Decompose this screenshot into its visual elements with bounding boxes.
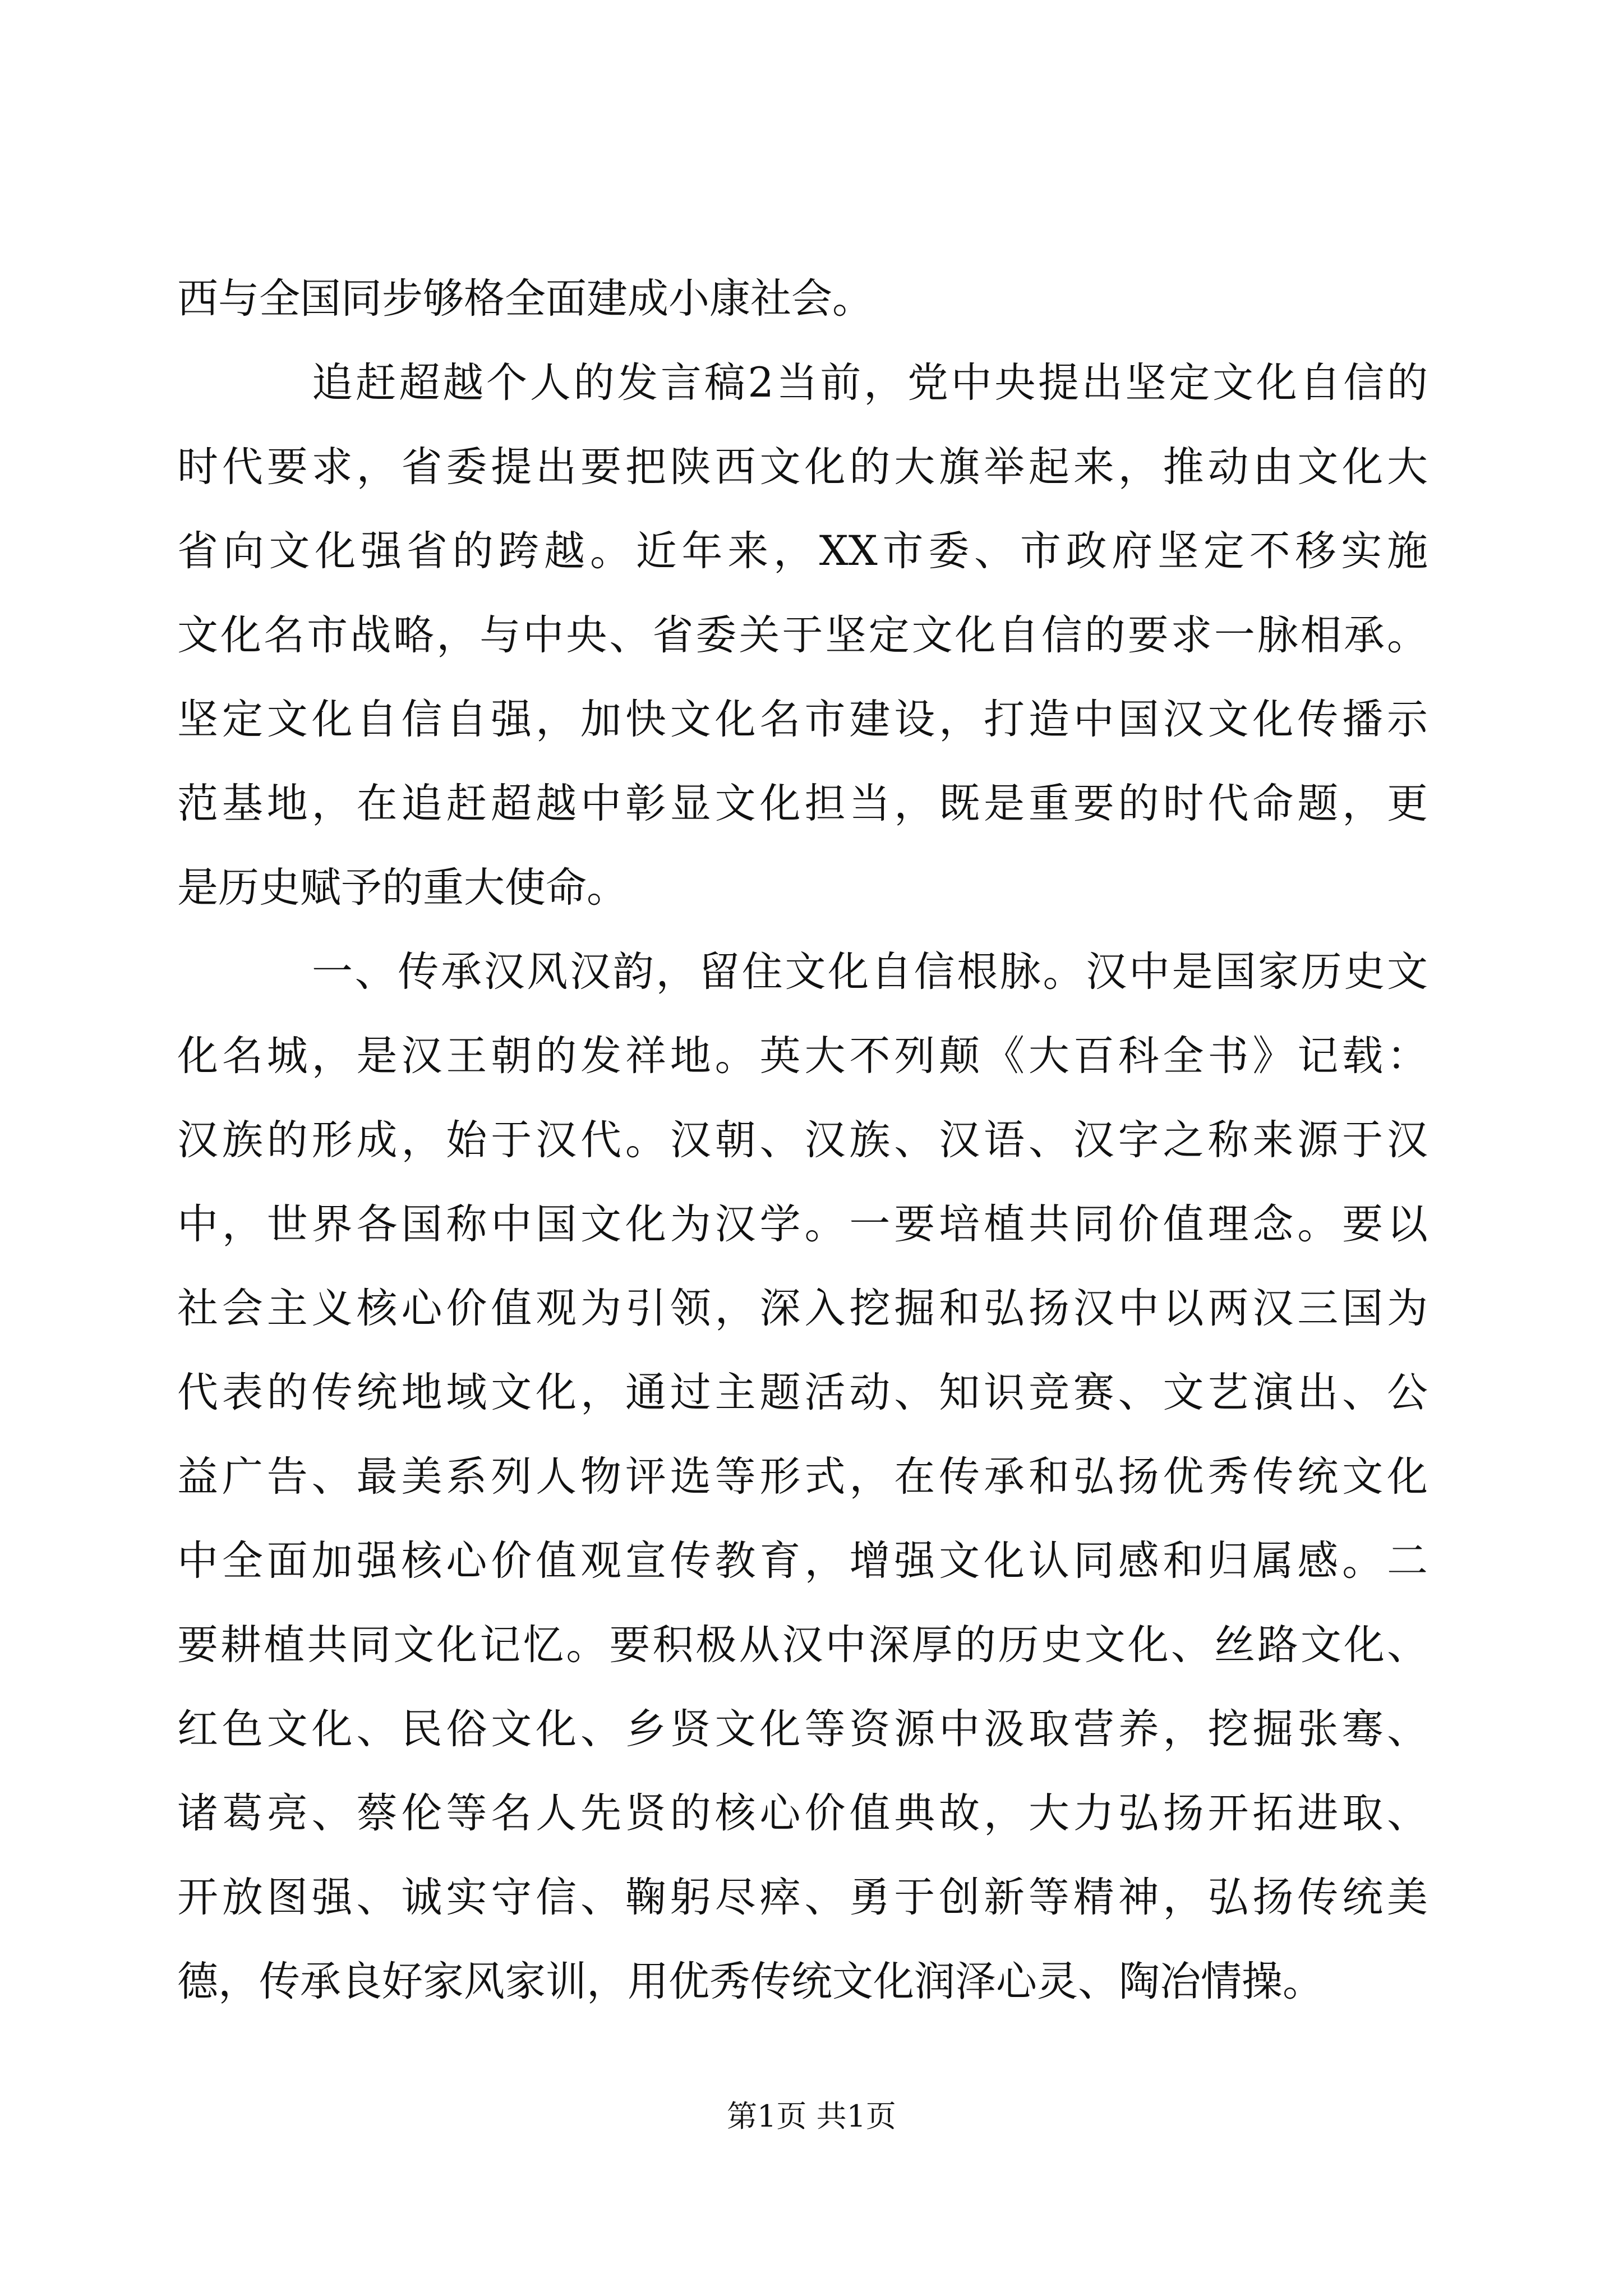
text-line: 汉族的形成，始于汉代。汉朝、汉族、汉语、汉字之称来源于汉 — [177, 1116, 1428, 1164]
text-line: 西与全国同步够格全面建成小康社会。 — [177, 275, 873, 323]
text-line: 坚定文化自信自强，加快文化名市建设，打造中国汉文化传播示 — [177, 696, 1428, 743]
text-line: 是历史赋予的重大使命。 — [177, 864, 628, 912]
text-line: 中全面加强核心价值观宣传教育，增强文化认同感和归属感。二 — [177, 1537, 1428, 1585]
text-line: 范基地，在追赶超越中彰显文化担当，既是重要的时代命题，更 — [177, 780, 1428, 827]
page-footer: 第1页 共1页 — [727, 2099, 896, 2134]
text-line: 追赶超越个人的发言稿2当前，党中央提出坚定文化自信的 — [312, 359, 1428, 407]
paragraph — [177, 341, 1428, 930]
text-line: 要耕植共同文化记忆。要积极从汉中深厚的历史文化、丝路文化、 — [177, 1621, 1428, 1669]
paragraph — [177, 257, 1428, 341]
document-body — [177, 257, 1428, 2024]
text-line: 文化名市战略，与中央、省委关于坚定文化自信的要求一脉相承。 — [177, 611, 1428, 659]
text-line: 中，世界各国称中国文化为汉学。一要培植共同价值理念。要以 — [177, 1200, 1428, 1248]
text-line: 红色文化、民俗文化、乡贤文化等资源中汲取营养，挖掘张骞、 — [177, 1705, 1428, 1753]
text-line: 益广告、最美系列人物评选等形式，在传承和弘扬优秀传统文化 — [177, 1453, 1428, 1501]
text-line: 时代要求，省委提出要把陕西文化的大旗举起来，推动由文化大 — [177, 443, 1428, 491]
text-line: 省向文化强省的跨越。近年来，XX市委、市政府坚定不移实施 — [177, 527, 1428, 575]
text-line: 德，传承良好家风家训，用优秀传统文化润泽心灵、陶冶情操。 — [177, 1958, 1324, 2005]
text-line: 一、传承汉风汉韵，留住文化自信根脉。汉中是国家历史文 — [312, 948, 1428, 996]
text-line: 诸葛亮、蔡伦等名人先贤的核心价值典故，大力弘扬开拓进取、 — [177, 1789, 1428, 1837]
text-line: 化名城，是汉王朝的发祥地。英大不列颠《大百科全书》记载： — [177, 1032, 1428, 1080]
text-line: 社会主义核心价值观为引领，深入挖掘和弘扬汉中以两汉三国为 — [177, 1285, 1428, 1332]
text-line: 代表的传统地域文化，通过主题活动、知识竞赛、文艺演出、公 — [177, 1369, 1428, 1416]
paragraph — [177, 930, 1428, 2024]
text-line: 开放图强、诚实守信、鞠躬尽瘁、勇于创新等精神，弘扬传统美 — [177, 1874, 1428, 1921]
